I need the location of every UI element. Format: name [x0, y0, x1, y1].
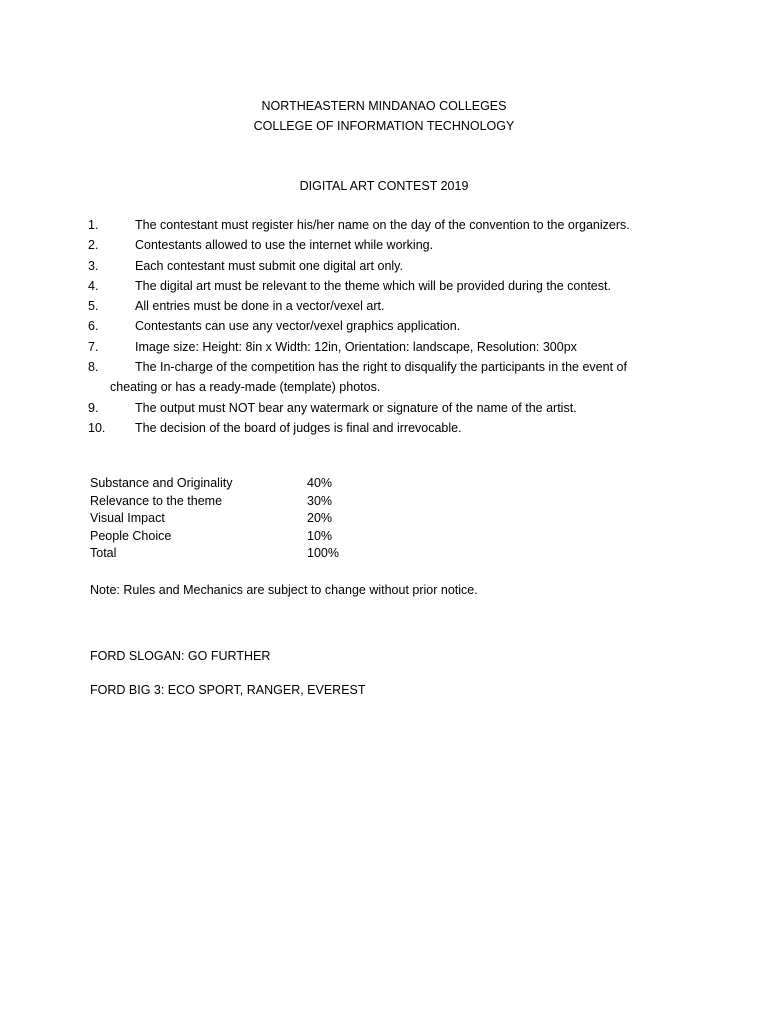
- college-name: COLLEGE OF INFORMATION TECHNOLOGY: [253, 119, 515, 133]
- rule-number: 7.: [88, 339, 99, 354]
- rule-text: Contestants allowed to use the internet while working.: [135, 238, 434, 253]
- rule-number: 5.: [88, 299, 99, 314]
- rule-text: The In-charge of the competition has the right to disqualify the participants in the event of: [135, 360, 627, 375]
- rule-item: [88, 337, 688, 357]
- disclaimer-note: Note: Rules and Mechanics are subject to change without prior notice.: [90, 583, 478, 597]
- rule-text: Image size: Height: 8in x Width: 12in, Orientation: landscape, Resolution: 300px: [135, 339, 577, 354]
- criteria-total-percentage: 100%: [307, 546, 339, 561]
- rule-number: 4.: [88, 278, 99, 293]
- criteria-name: Relevance to the theme: [90, 493, 223, 508]
- criteria-name: People Choice: [90, 528, 172, 543]
- criteria-percentage: 20%: [307, 511, 333, 526]
- rule-number: 2.: [88, 238, 99, 253]
- criteria-row: [90, 493, 410, 511]
- rule-item: [88, 215, 688, 235]
- rule-text: Each contestant must submit one digital art only.: [135, 258, 403, 273]
- criteria-row: [90, 510, 410, 528]
- rule-number: 10.: [88, 420, 106, 435]
- rule-number: 1.: [88, 218, 99, 232]
- rule-text: Contestants can use any vector/vexel graphics application.: [135, 319, 461, 334]
- rule-item: [88, 357, 688, 398]
- rule-text-continuation: cheating or has a ready-made (template) photos.: [110, 380, 381, 395]
- rule-item: [88, 296, 688, 316]
- rules-list: [88, 215, 688, 438]
- rule-item: [88, 235, 688, 255]
- rule-item: [88, 398, 688, 418]
- document-header: [0, 96, 768, 136]
- criteria-percentage: 10%: [307, 528, 333, 543]
- rule-item: [88, 256, 688, 276]
- rule-text: The digital art must be relevant to the theme which will be provided during the contest.: [135, 278, 611, 293]
- criteria-total-label: Total: [90, 546, 117, 561]
- judging-criteria: [90, 475, 410, 563]
- rule-number: 9.: [88, 400, 99, 415]
- institution-name: NORTHEASTERN MINDANAO COLLEGES: [261, 99, 507, 113]
- criteria-name: Visual Impact: [90, 511, 165, 526]
- rule-text: The output must NOT bear any watermark or signature of the name of the artist.: [135, 400, 577, 415]
- rule-item: [88, 418, 688, 438]
- rule-text: The decision of the board of judges is final and irrevocable.: [135, 420, 462, 435]
- criteria-name: Substance and Originality: [90, 476, 233, 490]
- contest-title: DIGITAL ART CONTEST 2019: [299, 179, 469, 193]
- rule-number: 3.: [88, 258, 99, 273]
- rule-number: 8.: [88, 360, 99, 375]
- rule-item: [88, 316, 688, 336]
- rule-item: [88, 276, 688, 296]
- criteria-row: [90, 475, 410, 493]
- ford-big3: FORD BIG 3: ECO SPORT, RANGER, EVEREST: [90, 683, 366, 697]
- criteria-percentage: 40%: [307, 476, 333, 490]
- ford-slogan: FORD SLOGAN: GO FURTHER: [90, 649, 271, 663]
- rule-number: 6.: [88, 319, 99, 334]
- criteria-percentage: 30%: [307, 493, 333, 508]
- rule-text: The contestant must register his/her name on the day of the convention to the organizers.: [135, 218, 630, 232]
- criteria-row: [90, 528, 410, 546]
- rule-text: All entries must be done in a vector/vexel art.: [135, 299, 385, 314]
- criteria-total-row: [90, 545, 410, 563]
